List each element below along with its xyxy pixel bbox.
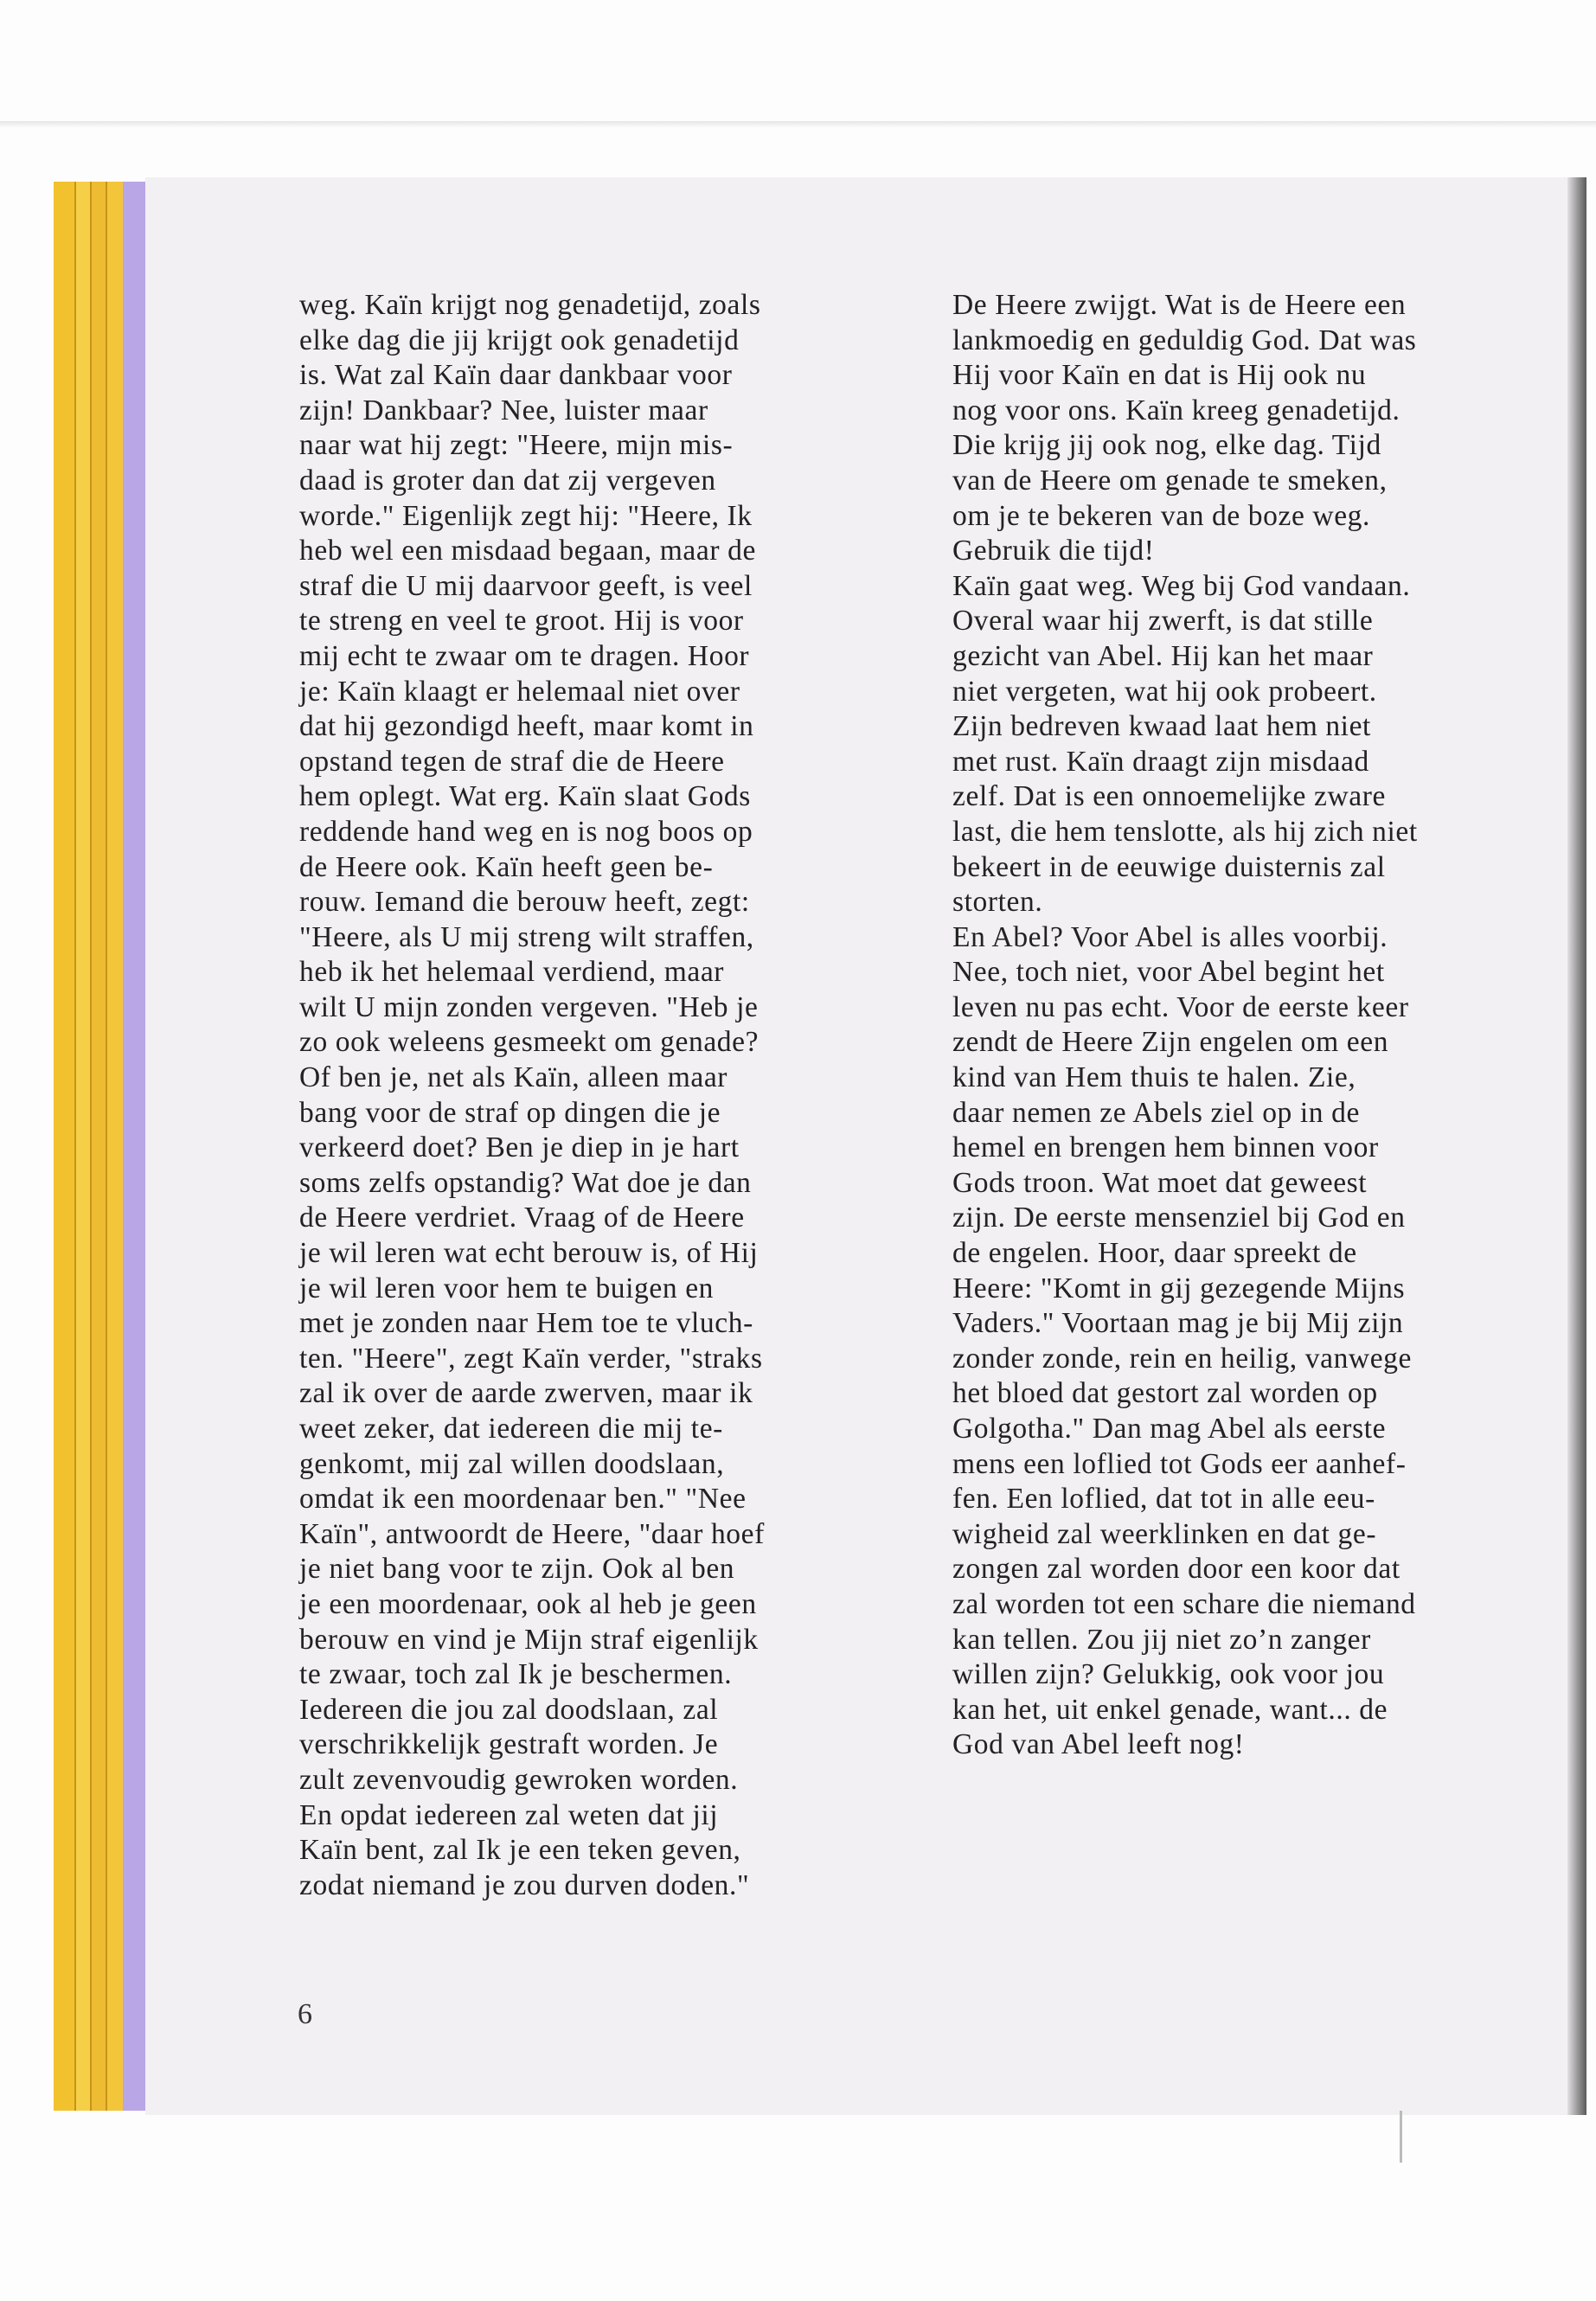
page-edge-yellow-4 xyxy=(106,182,123,2111)
page-edge-divider xyxy=(74,182,76,2111)
page-edge-purple xyxy=(123,182,145,2111)
page-edge-yellow-3 xyxy=(90,182,106,2111)
scan-top-shadow xyxy=(0,121,1596,128)
page-edge-yellow-1 xyxy=(54,182,74,2111)
page-edge-divider xyxy=(106,182,107,2111)
page-gutter-shadow xyxy=(1567,177,1586,2115)
page-edge-divider xyxy=(90,182,92,2111)
page-number: 6 xyxy=(298,1998,312,2030)
page-edge-yellow-2 xyxy=(74,182,90,2111)
right-text-column: De Heere zwijgt. Wat is de Heere een lankmoedig en geduldig God. Dat was Hij voor Kaïn en dat is Hij ook nu nog voor ons. Kaïn kreeg genadetijd. Die krijg jij ook nog, elke dag. Tijd van de Heere om genade te smeken, om je te bekeren van de boze weg. Gebruik die tijd! Kaïn gaat weg. Weg bij God vandaan. Overal waar hij zwerft, is dat stille gezicht van Abel. Hij kan het maar niet vergeten, wat hij ook probeert. Zijn bedreven kwaad laat hem niet met rust. Kaïn draagt zijn misdaad zelf. Dat is een onnoemelijke zware last, die hem tenslotte, als hij zich niet bekeert in de eeuwige duisternis zal storten. En Abel? Voor Abel is alles voorbij. Nee, toch niet, voor Abel begint het leven nu pas echt. Voor de eerste keer zendt de Heere Zijn engelen om een kind van Hem thuis te halen. Zie, daar nemen ze Abels ziel op in de hemel en brengen hem binnen voor Gods troon. Wat moet dat geweest zijn. De eerste mensenziel bij God en de engelen. Hoor, daar spreekt de Heere: "Komt in gij gezegende Mijns Vaders." Voortaan mag je bij Mij zijn zonder zonde, rein en heilig, vanwege het bloed dat gestort zal worden op Golgotha." Dan mag Abel als eerste mens een loflied tot Gods eer aanhef- fen. Een loflied, dat tot in alle eeu- wigheid zal weerklinken en dat ge- zongen zal worden door een koor dat zal worden tot een schare die niemand kan tellen. Zou jij niet zo’n zanger willen zijn? Gelukkig, ook voor jou kan het, uit enkel genade, want... de God van Abel leeft nog! xyxy=(952,289,1418,1761)
scan-artifact-mark xyxy=(1400,2111,1402,2163)
left-text-column: weg. Kaïn krijgt nog genadetijd, zoals elke dag die jij krijgt ook genadetijd is. Wat zal Kaïn daar dankbaar voor zijn! Dankbaar? Nee, luister maar naar wat hij zegt: "Heere, mijn mis- daad is groter dan dat zij vergeven worde." Eigenlijk zegt hij: "Heere, Ik heb wel een misdaad begaan, maar de straf die U mij daarvoor geeft, is veel te streng en veel te groot. Hij is voor mij echt te zwaar om te dragen. Hoor je: Kaïn klaagt er helemaal niet over dat hij gezondigd heeft, maar komt in opstand tegen de straf die de Heere hem oplegt. Wat erg. Kaïn slaat Gods reddende hand weg en is nog boos op de Heere ook. Kaïn heeft geen be- rouw. Iemand die berouw heeft, zegt: "Heere, als U mij streng wilt straffen, heb ik het helemaal verdiend, maar wilt U mijn zonden vergeven. "Heb je zo ook weleens gesmeekt om genade? Of ben je, net als Kaïn, alleen maar bang voor de straf op dingen die je verkeerd doet? Ben je diep in je hart soms zelfs opstandig? Wat doe je dan de Heere verdriet. Vraag of de Heere je wil leren wat echt berouw is, of Hij je wil leren voor hem te buigen en met je zonden naar Hem toe te vluch- ten. "Heere", zegt Kaïn verder, "straks zal ik over de aarde zwerven, maar ik weet zeker, dat iedereen die mij te- genkomt, mij zal willen doodslaan, omdat ik een moordenaar ben." "Nee Kaïn", antwoordt de Heere, "daar hoef je niet bang voor te zijn. Ook al ben je een moordenaar, ook al heb je geen berouw en vind je Mijn straf eigenlijk te zwaar, toch zal Ik je beschermen. Iedereen die jou zal doodslaan, zal verschrikkelijk gestraft worden. Je zult zevenvoudig gewroken worden. En opdat iedereen zal weten dat jij Kaïn bent, zal Ik je een teken geven, zodat niemand je zou durven doden." xyxy=(299,289,765,1901)
